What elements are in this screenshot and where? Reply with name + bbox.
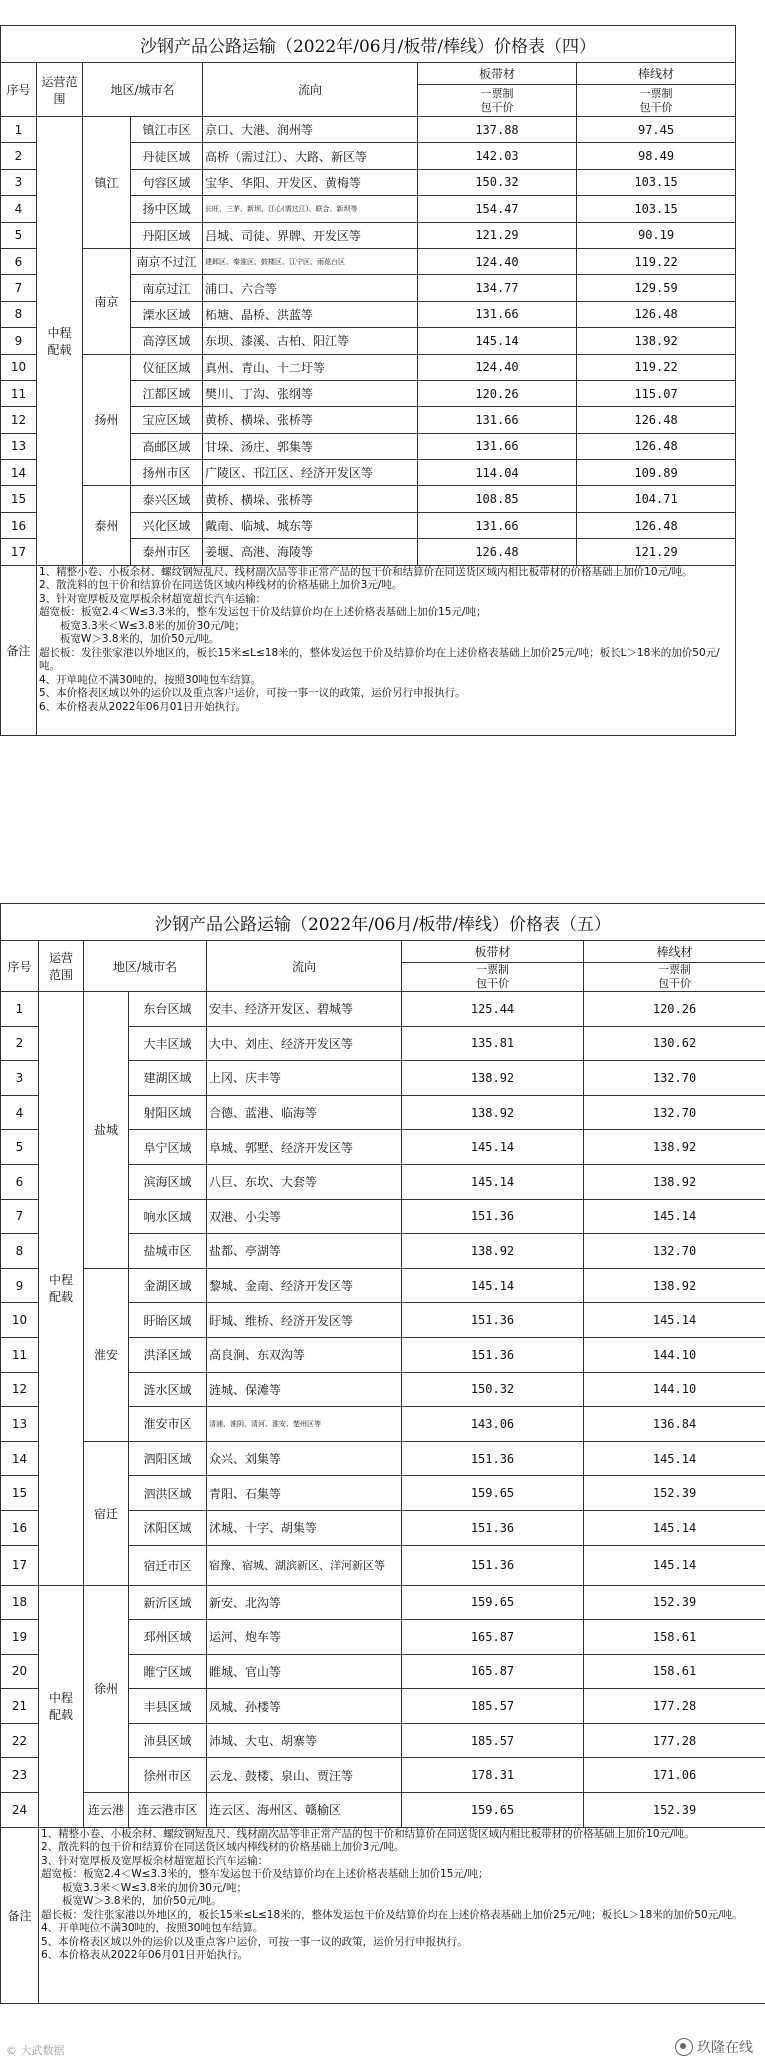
row-plate-price: 114.04 [418, 460, 577, 486]
row-area: 宿迁市区 [129, 1545, 207, 1585]
row-plate-price: 124.40 [418, 354, 577, 380]
table-row [1, 248, 736, 274]
row-seq: 21 [1, 1689, 39, 1724]
row-flow: 甘垛、汤庄、郭集等 [203, 433, 418, 459]
row-area: 新沂区域 [129, 1585, 207, 1620]
row-plate-price: 150.32 [402, 1372, 584, 1407]
row-plate-price: 165.87 [402, 1654, 584, 1689]
row-rod-price: 158.61 [584, 1654, 765, 1689]
row-rod-price: 177.28 [584, 1689, 765, 1724]
row-seq: 15 [1, 486, 37, 512]
row-rod-price: 152.39 [584, 1476, 765, 1511]
row-rod-price: 145.14 [584, 1303, 765, 1338]
row-area: 丰县区域 [129, 1689, 207, 1724]
row-seq: 20 [1, 1654, 39, 1689]
row-area: 大丰区域 [129, 1026, 207, 1061]
table-row [1, 1441, 765, 1476]
note-line: 2、散洗料的包干价和结算价在同送货区域内棒线材的价格基础上加价3元/吨。 [39, 579, 403, 592]
row-plate-price: 150.32 [418, 169, 577, 195]
row-rod-price: 145.14 [584, 1441, 765, 1476]
row-area: 高淳区域 [131, 328, 203, 354]
row-seq: 6 [1, 1164, 39, 1199]
row-flow: 东坝、漆溪、古柏、阳江等 [203, 328, 418, 354]
row-flow: 沭城、十字、胡集等 [207, 1510, 402, 1545]
row-rod-price: 126.48 [577, 433, 736, 459]
row-rod-price: 132.70 [584, 1061, 765, 1096]
row-area: 扬中区域 [131, 196, 203, 222]
header-rod-sub: 一票制 包干价 [577, 85, 736, 117]
row-area: 淮安市区 [129, 1407, 207, 1442]
note-line: 5、本价格表区域以外的运价以及重点客户运价，可按一事一议的政策，运价另行申报执行。 [41, 1935, 468, 1948]
row-rod-price: 103.15 [577, 196, 736, 222]
row-area: 东台区域 [129, 992, 207, 1027]
row-seq: 9 [1, 1268, 39, 1303]
watermark-right-text: 玖隆在线 [697, 2040, 753, 2056]
table-row [1, 1585, 765, 1620]
city-cell: 南京 [83, 248, 131, 354]
row-flow: 凤城、孙楼等 [207, 1689, 402, 1724]
city-cell: 扬州 [83, 354, 131, 486]
row-flow: 长旺、三茅、新坝、江心(需过江)、联合、新坝等 [203, 196, 418, 222]
row-rod-price: 158.61 [584, 1620, 765, 1655]
row-rod-price: 138.92 [584, 1164, 765, 1199]
row-seq: 10 [1, 354, 37, 380]
row-flow: 合德、蓝港、临海等 [207, 1095, 402, 1130]
header-flow: 流向 [203, 63, 418, 117]
row-seq: 19 [1, 1620, 39, 1655]
row-rod-price: 104.71 [577, 486, 736, 512]
row-area: 丹阳区域 [131, 222, 203, 248]
row-plate-price: 143.06 [402, 1407, 584, 1442]
header-plate-sub: 一票制 包干价 [418, 85, 577, 117]
table-row [1, 1268, 765, 1303]
row-plate-price: 137.88 [418, 117, 577, 143]
row-rod-price: 144.10 [584, 1372, 765, 1407]
note-line: 4、开单吨位不满30吨的，按照30吨包车结算。 [41, 1922, 264, 1935]
city-cell: 徐州 [84, 1585, 129, 1793]
price-table-5 [0, 903, 765, 2004]
row-plate-price: 126.48 [418, 539, 577, 565]
scope-cell: 中程 配载 [37, 117, 83, 566]
row-plate-price: 151.36 [402, 1303, 584, 1338]
city-cell: 镇江 [83, 117, 131, 249]
scope-cell: 中程 配载 [39, 1585, 84, 1827]
row-area: 邳州区域 [129, 1620, 207, 1655]
row-plate-price: 135.81 [402, 1026, 584, 1061]
row-seq: 1 [1, 117, 37, 143]
row-area: 溧水区域 [131, 301, 203, 327]
note-line: 超长板：发往张家港以外地区的，板长15米≤L≤18米的，整体发运包干价及结算价均在上述价格表基础上加价25元/吨；板长L＞18米的加价50元/吨。 [39, 646, 720, 673]
table-row [1, 486, 736, 512]
row-area: 徐州市区 [129, 1758, 207, 1793]
header-flow: 流向 [207, 941, 402, 992]
row-seq: 17 [1, 1545, 39, 1585]
notes-label: 备注 [1, 1827, 39, 2003]
row-rod-price: 145.14 [584, 1510, 765, 1545]
row-flow: 涟城、保滩等 [207, 1372, 402, 1407]
row-rod-price: 152.39 [584, 1585, 765, 1620]
row-seq: 2 [1, 143, 37, 169]
note-line: 板宽3.3米＜W≤3.8米的加价30元/吨； [41, 1881, 247, 1894]
row-area: 滨海区域 [129, 1164, 207, 1199]
table-title: 沙钢产品公路运输（2022年/06月/板带/棒线）价格表（五） [1, 904, 765, 941]
row-seq: 10 [1, 1303, 39, 1338]
row-rod-price: 144.10 [584, 1337, 765, 1372]
row-area: 金湖区域 [129, 1268, 207, 1303]
note-line: 3、针对宽厚板及宽厚板余材超宽超长汽车运输： [39, 592, 267, 605]
row-rod-price: 98.49 [577, 143, 736, 169]
note-line: 4、开单吨位不满30吨的，按照30吨包车结算。 [39, 673, 262, 686]
row-flow: 黄桥、横垛、张桥等 [203, 486, 418, 512]
row-plate-price: 134.77 [418, 275, 577, 301]
note-line: 板宽W＞3.8米的，加价50元/吨。 [39, 633, 220, 646]
row-flow: 沛城、大屯、胡寨等 [207, 1723, 402, 1758]
row-area: 沭阳区域 [129, 1510, 207, 1545]
row-area: 丹徒区域 [131, 143, 203, 169]
row-rod-price: 126.48 [577, 407, 736, 433]
row-area: 镇江市区 [131, 117, 203, 143]
note-line: 超长板：发往张家港以外地区的，板长15米≤L≤18米的，整体发运包干价及结算价均在上述价格表基础上加价25元/吨；板长L＞18米的加价50元/吨。 [41, 1908, 743, 1921]
table-title: 沙钢产品公路运输（2022年/06月/板带/棒线）价格表（四） [1, 26, 736, 63]
row-seq: 11 [1, 1337, 39, 1372]
city-cell: 盐城 [84, 992, 129, 1269]
row-area: 阜宁区域 [129, 1130, 207, 1165]
row-area: 睢宁区域 [129, 1654, 207, 1689]
row-rod-price: 129.59 [577, 275, 736, 301]
row-flow: 盐都、亭湖等 [207, 1234, 402, 1269]
city-cell: 连云港 [84, 1793, 129, 1828]
city-cell: 淮安 [84, 1268, 129, 1441]
row-flow: 樊川、丁沟、张纲等 [203, 380, 418, 406]
row-plate-price: 108.85 [418, 486, 577, 512]
row-area: 南京过江 [131, 275, 203, 301]
row-plate-price: 151.36 [402, 1199, 584, 1234]
price-table-4 [0, 25, 736, 736]
note-line: 3、针对宽厚板及宽厚板余材超宽超长汽车运输： [41, 1854, 269, 1867]
row-flow: 睢城、官山等 [207, 1654, 402, 1689]
row-plate-price: 159.65 [402, 1793, 584, 1828]
row-rod-price: 126.48 [577, 512, 736, 538]
row-flow: 高桥（需过江）、大路、新区等 [203, 143, 418, 169]
header-scope: 运营 范围 [39, 941, 84, 992]
row-flow: 阜城、郭墅、经济开发区等 [207, 1130, 402, 1165]
row-plate-price: 138.92 [402, 1234, 584, 1269]
row-plate-price: 131.66 [418, 407, 577, 433]
row-flow: 京口、大港、润州等 [203, 117, 418, 143]
row-plate-price: 145.14 [402, 1164, 584, 1199]
row-seq: 12 [1, 407, 37, 433]
row-plate-price: 154.47 [418, 196, 577, 222]
header-plate: 板带材 [418, 63, 577, 85]
row-flow: 真州、青山、十二圩等 [203, 354, 418, 380]
row-area: 江都区域 [131, 380, 203, 406]
header-region: 地区/城市名 [84, 941, 207, 992]
note-line: 板宽3.3米＜W≤3.8米的加价30元/吨； [39, 619, 245, 632]
row-flow: 广陵区、邗江区、经济开发区等 [203, 460, 418, 486]
row-plate-price: 138.92 [402, 1095, 584, 1130]
header-region: 地区/城市名 [83, 63, 203, 117]
wechat-icon [675, 2038, 693, 2056]
table-row [1, 117, 736, 143]
row-area: 洪泽区域 [129, 1337, 207, 1372]
row-seq: 13 [1, 1407, 39, 1442]
row-area: 泗阳区域 [129, 1441, 207, 1476]
watermark-right [675, 2037, 753, 2057]
row-seq: 14 [1, 1441, 39, 1476]
row-plate-price: 145.14 [418, 328, 577, 354]
row-plate-price: 120.26 [418, 380, 577, 406]
table-row [1, 354, 736, 380]
row-rod-price: 103.15 [577, 169, 736, 195]
row-plate-price: 142.03 [418, 143, 577, 169]
row-rod-price: 90.19 [577, 222, 736, 248]
row-plate-price: 151.36 [402, 1337, 584, 1372]
row-area: 仪征区域 [131, 354, 203, 380]
row-plate-price: 185.57 [402, 1689, 584, 1724]
row-rod-price: 121.29 [577, 539, 736, 565]
row-flow: 姜堰、高港、海陵等 [203, 539, 418, 565]
table-row [1, 1793, 765, 1828]
row-plate-price: 145.14 [402, 1130, 584, 1165]
row-flow: 高良涧、东双沟等 [207, 1337, 402, 1372]
row-area: 宝应区域 [131, 407, 203, 433]
row-seq: 6 [1, 248, 37, 274]
header-seq: 序号 [1, 63, 37, 117]
note-line: 5、本价格表区域以外的运价以及重点客户运价，可按一事一议的政策，运价另行申报执行。 [39, 687, 466, 700]
row-plate-price: 151.36 [402, 1510, 584, 1545]
row-seq: 4 [1, 196, 37, 222]
row-flow: 戴南、临城、城东等 [203, 512, 418, 538]
row-seq: 15 [1, 1476, 39, 1511]
row-flow: 宿豫、宿城、湖滨新区、洋河新区等 [207, 1545, 402, 1585]
row-plate-price: 159.65 [402, 1585, 584, 1620]
row-rod-price: 145.14 [584, 1199, 765, 1234]
row-rod-price: 138.92 [584, 1268, 765, 1303]
row-seq: 8 [1, 301, 37, 327]
row-plate-price: 131.66 [418, 301, 577, 327]
row-seq: 7 [1, 1199, 39, 1234]
note-line: 1、精整小卷、小板余材、螺纹钢短乱尺、线材副次品等非正常产品的包干价和结算价在同送货区域内相比板带材的价格基础上加价10元/吨。 [41, 1827, 695, 1840]
row-plate-price: 151.36 [402, 1545, 584, 1585]
row-area: 涟水区域 [129, 1372, 207, 1407]
row-rod-price: 177.28 [584, 1723, 765, 1758]
row-rod-price: 136.84 [584, 1407, 765, 1442]
scope-cell: 中程 配载 [39, 992, 84, 1586]
row-flow: 盱城、维桥、经济开发区等 [207, 1303, 402, 1338]
row-plate-price: 151.36 [402, 1441, 584, 1476]
row-rod-price: 119.22 [577, 354, 736, 380]
row-rod-price: 126.48 [577, 301, 736, 327]
note-line: 6、本价格表从2022年06月01日开始执行。 [41, 1949, 249, 1962]
row-area: 响水区域 [129, 1199, 207, 1234]
row-plate-price: 138.92 [402, 1061, 584, 1096]
row-area: 射阳区域 [129, 1095, 207, 1130]
row-flow: 吕城、司徒、界牌、开发区等 [203, 222, 418, 248]
row-seq: 3 [1, 169, 37, 195]
row-flow: 运河、炮车等 [207, 1620, 402, 1655]
row-seq: 23 [1, 1758, 39, 1793]
row-flow: 青阳、石集等 [207, 1476, 402, 1511]
row-plate-price: 165.87 [402, 1620, 584, 1655]
row-rod-price: 109.89 [577, 460, 736, 486]
row-plate-price: 121.29 [418, 222, 577, 248]
row-seq: 18 [1, 1585, 39, 1620]
row-plate-price: 124.40 [418, 248, 577, 274]
row-seq: 3 [1, 1061, 39, 1096]
row-area: 盱眙区域 [129, 1303, 207, 1338]
row-area: 句容区域 [131, 169, 203, 195]
row-rod-price: 130.62 [584, 1026, 765, 1061]
notes [39, 1827, 765, 2003]
row-flow: 双港、小尖等 [207, 1199, 402, 1234]
row-seq: 2 [1, 1026, 39, 1061]
row-rod-price: 171.06 [584, 1758, 765, 1793]
row-flow: 上冈、庆丰等 [207, 1061, 402, 1096]
note-line: 超宽板：板宽2.4＜W≤3.3米的，整车发运包干价及结算价均在上述价格表基础上加价15元/吨； [39, 606, 487, 619]
header-rod-sub: 一票制 包干价 [584, 963, 765, 992]
row-seq: 22 [1, 1723, 39, 1758]
row-area: 泰州市区 [131, 539, 203, 565]
header-rod: 棒线材 [584, 941, 765, 963]
note-line: 超宽板：板宽2.4＜W≤3.3米的，整车发运包干价及结算价均在上述价格表基础上加价15元/吨； [41, 1868, 489, 1881]
row-area: 连云港市区 [129, 1793, 207, 1828]
row-seq: 5 [1, 222, 37, 248]
row-area: 南京不过江 [131, 248, 203, 274]
row-flow: 黎城、金南、经济开发区等 [207, 1268, 402, 1303]
row-seq: 9 [1, 328, 37, 354]
row-plate-price: 145.14 [402, 1268, 584, 1303]
row-seq: 16 [1, 512, 37, 538]
row-flow: 宝华、华阳、开发区、黄梅等 [203, 169, 418, 195]
row-flow: 浦口、六合等 [203, 275, 418, 301]
row-plate-price: 131.66 [418, 433, 577, 459]
row-seq: 17 [1, 539, 37, 565]
row-plate-price: 185.57 [402, 1723, 584, 1758]
row-seq: 8 [1, 1234, 39, 1269]
row-flow: 众兴、刘集等 [207, 1441, 402, 1476]
row-seq: 5 [1, 1130, 39, 1165]
row-flow: 连云区、海州区、赣榆区 [207, 1793, 402, 1828]
header-seq: 序号 [1, 941, 39, 992]
header-plate-sub: 一票制 包干价 [402, 963, 584, 992]
note-line: 2、散洗料的包干价和结算价在同送货区域内棒线材的价格基础上加价3元/吨。 [41, 1841, 405, 1854]
row-area: 兴化区域 [131, 512, 203, 538]
row-area: 扬州市区 [131, 460, 203, 486]
header-rod: 棒线材 [577, 63, 736, 85]
row-plate-price: 178.31 [402, 1758, 584, 1793]
row-plate-price: 159.65 [402, 1476, 584, 1511]
header-scope: 运营范围 [37, 63, 83, 117]
watermark-left: © 大武数据 [6, 2044, 65, 2057]
row-area: 建湖区域 [129, 1061, 207, 1096]
row-rod-price: 97.45 [577, 117, 736, 143]
row-seq: 7 [1, 275, 37, 301]
row-area: 高邮区域 [131, 433, 203, 459]
row-rod-price: 138.92 [577, 328, 736, 354]
city-cell: 泰州 [83, 486, 131, 565]
row-seq: 12 [1, 1372, 39, 1407]
city-cell: 宿迁 [84, 1441, 129, 1585]
row-flow: 新安、北沟等 [207, 1585, 402, 1620]
row-rod-price: 138.92 [584, 1130, 765, 1165]
row-plate-price: 125.44 [402, 992, 584, 1027]
row-flow: 安丰、经济开发区、碧城等 [207, 992, 402, 1027]
row-rod-price: 132.70 [584, 1095, 765, 1130]
row-flow: 云龙、鼓楼、泉山、贾汪等 [207, 1758, 402, 1793]
note-line: 1、精整小卷、小板余材、螺纹钢短乱尺、线材副次品等非正常产品的包干价和结算价在同送货区域内相比板带材的价格基础上加价10元/吨。 [39, 565, 693, 578]
row-flow: 柘塘、晶桥、洪蓝等 [203, 301, 418, 327]
row-rod-price: 120.26 [584, 992, 765, 1027]
row-area: 盐城市区 [129, 1234, 207, 1269]
row-area: 沛县区域 [129, 1723, 207, 1758]
row-rod-price: 132.70 [584, 1234, 765, 1269]
row-flow: 黄桥、横垛、张桥等 [203, 407, 418, 433]
row-seq: 16 [1, 1510, 39, 1545]
row-rod-price: 152.39 [584, 1793, 765, 1828]
row-flow: 八巨、东坎、大套等 [207, 1164, 402, 1199]
row-flow: 建邺区、秦淮区、鼓楼区、江宁区、雨花台区 [203, 248, 418, 274]
row-flow: 清浦、淮阴、清河、淮安、楚州区等 [207, 1407, 402, 1442]
table-row [1, 992, 765, 1027]
row-seq: 11 [1, 380, 37, 406]
row-area: 泰兴区域 [131, 486, 203, 512]
row-seq: 24 [1, 1793, 39, 1828]
note-line: 6、本价格表从2022年06月01日开始执行。 [39, 700, 247, 713]
row-seq: 13 [1, 433, 37, 459]
row-rod-price: 115.07 [577, 380, 736, 406]
notes [37, 565, 736, 735]
row-flow: 大中、刘庄、经济开发区等 [207, 1026, 402, 1061]
notes-label: 备注 [1, 565, 37, 735]
row-plate-price: 131.66 [418, 512, 577, 538]
row-seq: 4 [1, 1095, 39, 1130]
row-rod-price: 119.22 [577, 248, 736, 274]
row-seq: 14 [1, 460, 37, 486]
row-area: 泗洪区域 [129, 1476, 207, 1511]
note-line: 板宽W＞3.8米的，加价50元/吨。 [41, 1895, 222, 1908]
row-rod-price: 145.14 [584, 1545, 765, 1585]
header-plate: 板带材 [402, 941, 584, 963]
row-seq: 1 [1, 992, 39, 1027]
